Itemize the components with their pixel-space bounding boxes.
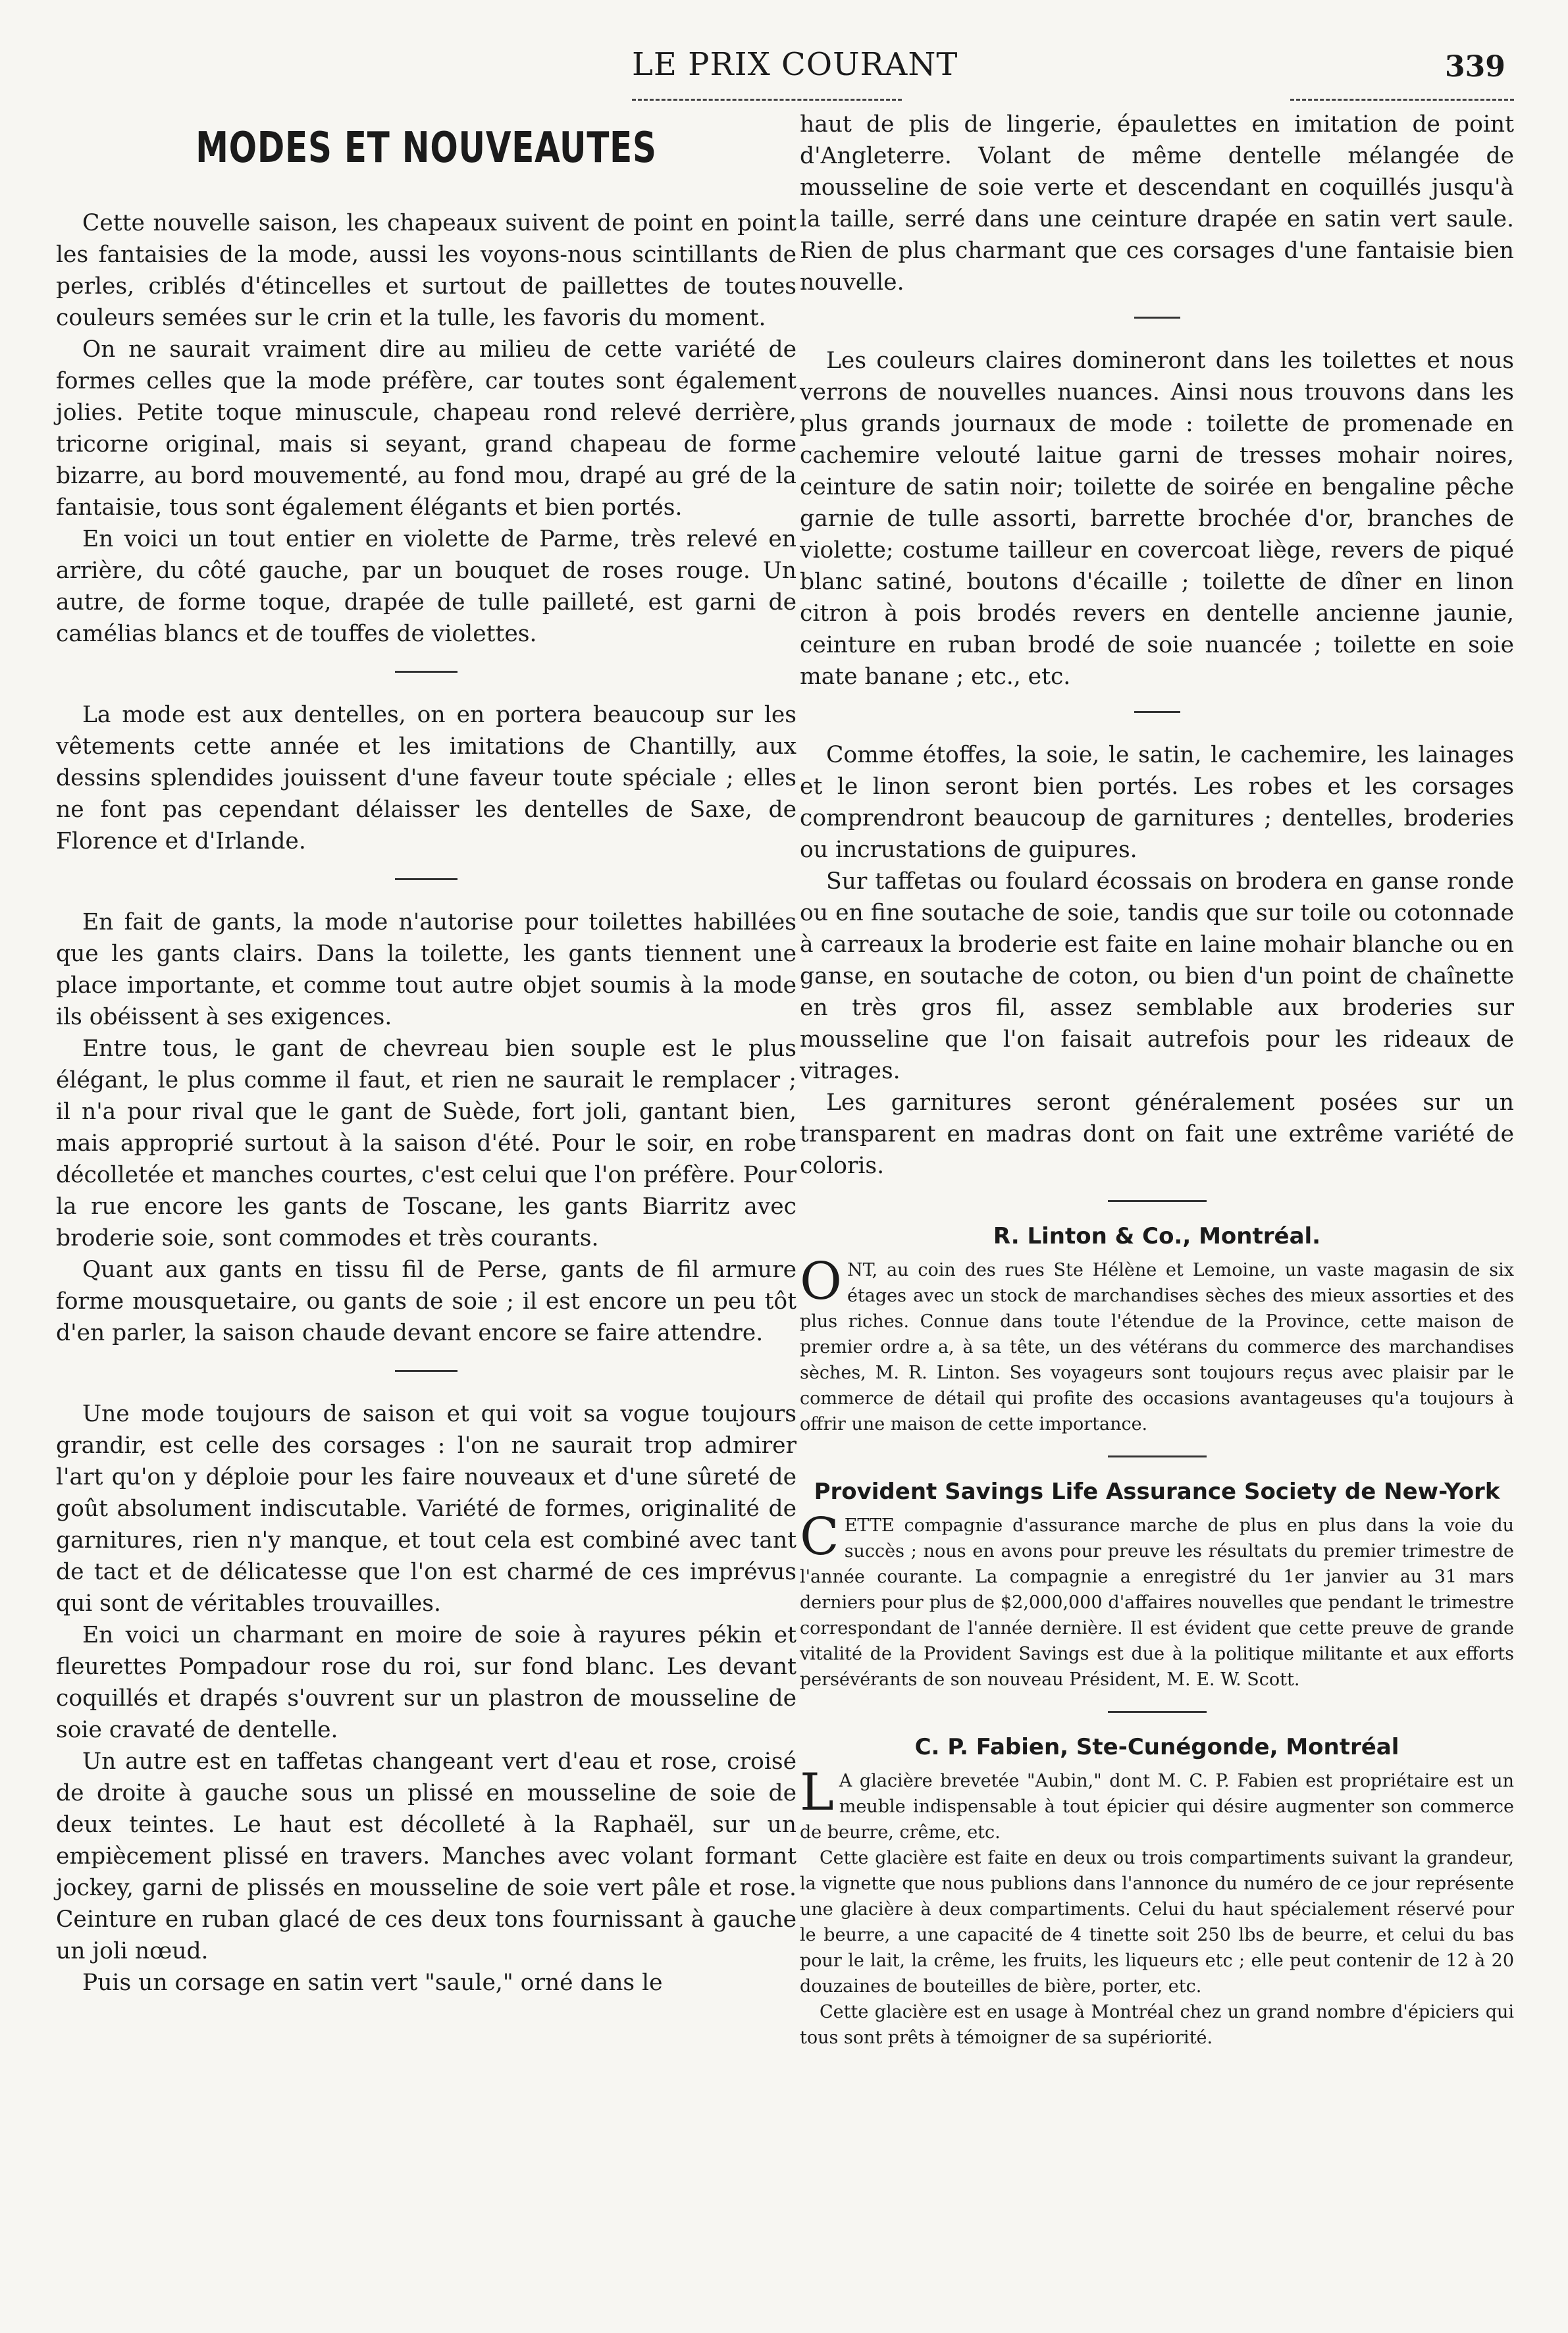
header-rule-right bbox=[1290, 99, 1514, 101]
drop-cap: O bbox=[800, 1252, 842, 1311]
paragraph: On ne saurait vraiment dire au milieu de cette variété de formes celles que la mode préfère, car toutes sont également jolies. Petite toque minuscule, chapeau rond relevé derrière, tricorne original, mais si seyant, grand chapeau de forme bizarre, au bord mouvementé, au fond mou, drapé au gré de la fantaisie, tous sont également élégants et bien portés. bbox=[56, 336, 797, 521]
header-rule bbox=[632, 99, 902, 101]
notice-separator bbox=[1108, 1711, 1207, 1713]
page-number: 339 bbox=[1445, 50, 1505, 84]
page-header bbox=[0, 46, 1568, 92]
paragraph: Sur taffetas ou foulard écossais on brodera en ganse ronde ou en fine soutache de soie, tandis que sur toile ou cotonnade à carreaux la broderie est faite en laine mohair blanche ou en ganse, en soutache de coton, ou bien d'un point de chaînette en très gros fil, assez semblable aux broderies sur mousseline que l'on faisait autrefois pour les rideaux de vitrages. bbox=[800, 868, 1514, 1084]
paragraph: Les garnitures seront généralement posées sur un transparent en madras dont on fait une extrême variété de coloris. bbox=[800, 1089, 1514, 1179]
section-separator bbox=[395, 878, 457, 880]
running-title: LE PRIX COURANT bbox=[632, 46, 958, 83]
notice-text: Cette glacière est en usage à Montréal chez un grand nombre d'épiciers qui tous sont prêts à témoigner de sa supériorité. bbox=[800, 2002, 1514, 2048]
paragraph: Comme étoffes, la soie, le satin, le cachemire, les lainages et le linon seront bien portés. Les robes et les corsages comprendront beaucoup de garnitures ; dentelles, broderies ou incrustations de guipures. bbox=[800, 742, 1514, 863]
section-separator bbox=[1134, 711, 1180, 713]
notice-linton bbox=[800, 1252, 1514, 1437]
paragraph: En voici un tout entier en violette de Parme, très relevé en arrière, du côté gauche, par un bouquet de roses rouge. Un autre, de forme toque, drapée de tulle pailleté, est garni de camélias blancs et de touffes de violettes. bbox=[56, 526, 797, 647]
notice-provident bbox=[800, 1507, 1514, 1692]
paragraph: En fait de gants, la mode n'autorise pour toilettes habillées que les gants clairs. Dans la toilette, les gants tiennent une place importante, et comme tout autre objet soumis à la mode ils obéissent à ses exigences. bbox=[56, 909, 797, 1030]
paragraph: Les couleurs claires domineront dans les toilettes et nous verrons de nouvelles nuances. Ainsi nous trouvons dans les plus grands journaux de mode : toilette de promenade en cachemire velouté laitue garni de tresses mohair noires, ceinture de satin noir; toilette de soirée en bengaline pêche garnie de tulle assorti, barrette brochée d'or, branches de violette; costume tailleur en covercoat liège, revers de piqué blanc satiné, boutons d'écaille ; toilette de dîner en linon citron à pois brodés revers en dentelle ancienne jaunie, ceinture en ruban brodé de soie nuancée ; toilette en soie mate banane ; etc., etc. bbox=[800, 348, 1514, 690]
paragraph: Un autre est en taffetas changeant vert d'eau et rose, croisé de droite à gauche sous un plissé en mousseline de soie de deux teintes. Le haut est décolleté à la Raphaël, sur un empiècement plissé en travers. Manches avec volant formant jockey, garni de plissés en mousseline de soie vert pâle et rose. Ceinture en ruban glacé de ces deux tons fournissant à gauche un joli nœud. bbox=[56, 1748, 797, 1964]
left-column bbox=[56, 109, 797, 1999]
notice-title-linton: R. Linton & Co., Montréal. bbox=[993, 1223, 1321, 1249]
paragraph: En voici un charmant en moire de soie à rayures pékin et fleurettes Pompadour rose du roi, sur fond blanc. Les devant coquillés et drapés s'ouvrent sur un plastron de mousseline de soie cravaté de dentelle. bbox=[56, 1622, 797, 1743]
section-separator bbox=[1134, 317, 1180, 319]
notice-separator bbox=[1108, 1200, 1207, 1202]
drop-cap: C bbox=[800, 1507, 839, 1567]
notice-text: A glacière brevetée "Aubin," dont M. C. P. Fabien est propriétaire est un meuble indispensable à tout épicier qui désire augmenter son commerce de beurre, crême, etc. bbox=[800, 1771, 1514, 1843]
paragraph: La mode est aux dentelles, on en portera beaucoup sur les vêtements cette année et les imitations de Chantilly, aux dessins splendides jouissent d'une faveur toute spéciale ; elles ne font pas cependant délaisser les dentelles de Saxe, de Florence et d'Irlande. bbox=[56, 702, 797, 854]
notice-separator bbox=[1108, 1455, 1207, 1457]
notice-fabien bbox=[800, 1763, 1514, 2051]
right-column bbox=[800, 109, 1514, 2051]
drop-cap: L bbox=[800, 1763, 834, 1822]
notice-text: ETTE compagnie d'assurance marche de plus en plus dans la voie du succès ; nous en avons pour preuve les résultats du premier trimestre de l'année courante. La compagnie a enregistré du 1er janvier au 31 mars derniers pour plus de $2,000,000 d'affaires nouvelles que pendant le trimestre correspondant de l'année dernière. Il est évident que cette preuve de grande vitalité de la Provident Savings est due à la politique militante et aux efforts persévérants de son nouveau Président, M. E. W. Scott. bbox=[800, 1515, 1514, 1690]
paragraph: Puis un corsage en satin vert "saule," orné dans le bbox=[82, 1970, 663, 1996]
paragraph: Entre tous, le gant de chevreau bien souple est le plus élégant, le plus comme il faut, et rien ne saurait le remplacer ; il n'a pour rival que le gant de Suède, fort joli, gantant bien, mais approprié surtout à la saison d'été. Pour le soir, en robe décolletée et manches courtes, c'est celui que l'on préfère. Pour la rue encore les gants de Toscane, les gants Biarritz avec broderie soie, sont commodes et très courants. bbox=[56, 1035, 797, 1251]
section-separator bbox=[395, 1370, 457, 1372]
paragraph: haut de plis de lingerie, épaulettes en imitation de point d'Angleterre. Volant de même dentelle mélangée de mousseline de soie verte et descendant en coquillés jusqu'à la taille, serré dans une ceinture drapée en satin vert saule. Rien de plus charmant que ces corsages d'une fantaisie bien nouvelle. bbox=[800, 111, 1514, 296]
section-separator bbox=[395, 671, 457, 673]
paragraph: Cette nouvelle saison, les chapeaux suivent de point en point les fantaisies de la mode, aussi les voyons-nous scintillants de perles, criblés d'étincelles et surtout de paillettes de toutes couleurs semées sur le crin et la tulle, les favoris du moment. bbox=[56, 210, 797, 331]
section-title: MODES ET NOUVEAUTES bbox=[196, 124, 657, 172]
notice-text: NT, au coin des rues Ste Hélène et Lemoine, un vaste magasin de six étages avec un stock de marchandises sèches des mieux assorties et des plus riches. Connue dans toute l'étendue de la Province, cette maison de premier ordre a, à sa tête, un des vétérans du commerce des marchandises sèches, M. R. Linton. Ses voyageurs sont toujours reçus avec plaisir par le commerce de détail qui profite des occasions avantageuses qu'a toujours à offrir une maison de cette importance. bbox=[800, 1260, 1514, 1434]
notice-title-fabien: C. P. Fabien, Ste-Cunégonde, Montréal bbox=[914, 1734, 1399, 1760]
paragraph: Quant aux gants en tissu fil de Perse, gants de fil armure forme mousquetaire, ou gants de soie ; il est encore un peu tôt d'en parler, la saison chaude devant encore se faire attendre. bbox=[56, 1257, 797, 1346]
notice-title-provident: Provident Savings Life Assurance Society de New-York bbox=[814, 1479, 1500, 1505]
notice-text: Cette glacière est faite en deux ou trois compartiments suivant la grandeur, la vignette que nous publions dans l'annonce du numéro de ce jour représente une glacière à deux compartiments. Celui du haut spécialement réservé pour le beurre, a une capacité de 4 tinette soit 250 lbs de beurre, et celui du bas pour le lait, la crême, les fruits, les liqueurs etc ; elle peut contenir de 12 à 20 douzaines de bouteilles de bière, porter, etc. bbox=[800, 1848, 1514, 1997]
paragraph: Une mode toujours de saison et qui voit sa vogue toujours grandir, est celle des corsages : l'on ne saurait trop admirer l'art qu'on y déploie pour les faire nouveaux et d'une sûreté de goût absolument indiscutable. Variété de formes, originalité de garnitures, rien n'y manque, et tout cela est combiné avec tant de tact et de délicatesse que l'on est charmé de ces imprévus qui sont de véritables trouvailles. bbox=[56, 1401, 797, 1617]
